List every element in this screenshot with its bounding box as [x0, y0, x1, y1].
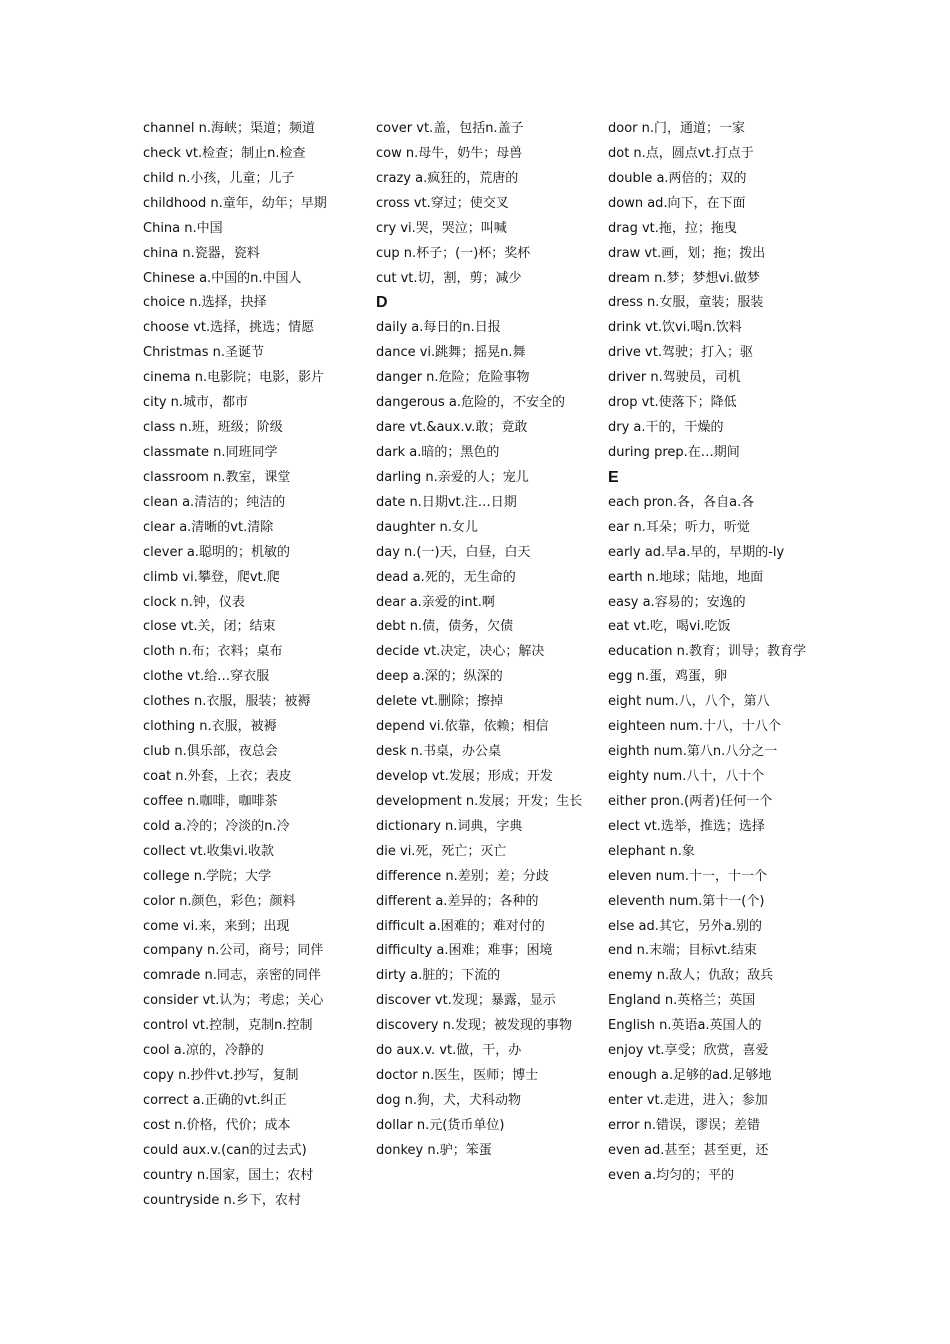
vocab-entry: dog n.狗，犬，犬科动物 [376, 1092, 521, 1108]
vocab-entry: drag vt.拖，拉；拖曳 [608, 220, 737, 236]
vocab-entry: dress n.女服，童装；服装 [608, 295, 764, 311]
vocab-entry: dance vi.跳舞；摇晃n.舞 [376, 345, 526, 361]
vocab-entry: depend vi.依靠，依赖；相信 [376, 719, 549, 735]
vocab-entry: classroom n.教室，课堂 [143, 469, 291, 485]
vocab-entry: choose vt.选择，挑选；情愿 [143, 320, 315, 336]
vocab-entry: elect vt.选举，推选；选择 [608, 818, 765, 834]
vocab-entry: company n.公司，商号；同伴 [143, 943, 324, 959]
vocab-entry: ear n.耳朵；听力，听觉 [608, 519, 750, 535]
vocab-entry: enjoy vt.享受；欣赏，喜爱 [608, 1043, 769, 1059]
vocab-entry: coat n.外套，上衣；表皮 [143, 768, 292, 784]
vocab-entry: donkey n.驴；笨蛋 [376, 1142, 492, 1158]
vocab-entry: cow n.母牛，奶牛；母兽 [376, 145, 523, 161]
vocab-entry: down ad.向下，在下面 [608, 195, 746, 211]
vocab-entry: copy n.抄件vt.抄写，复制 [143, 1068, 299, 1084]
vocab-entry: dry a.干的，干燥的 [608, 420, 724, 436]
vocab-entry: coffee n.咖啡，咖啡茶 [143, 793, 278, 809]
vocab-entry: day n.(一)天，白昼，白天 [376, 544, 531, 560]
vocab-entry: cinema n.电影院；电影，影片 [143, 370, 325, 386]
vocab-entry: elephant n.象 [608, 843, 695, 859]
vocab-entry: cold a.冷的；冷淡的n.冷 [143, 818, 290, 834]
vocab-entry: comrade n.同志，亲密的同伴 [143, 968, 321, 984]
vocab-entry: even ad.甚至；甚至更，还 [608, 1142, 769, 1158]
vocab-entry: dream n.梦；梦想vi.做梦 [608, 270, 760, 286]
vocab-entry: drink vt.饮vi.喝n.饮料 [608, 320, 742, 336]
vocab-entry: driver n.驾驶员，司机 [608, 370, 741, 386]
vocab-entry: enemy n.敌人；仇敌；敌兵 [608, 968, 774, 984]
vocab-entry: clever a.聪明的；机敏的 [143, 544, 291, 560]
vocab-entry: early ad.早a.早的，早期的-ly [608, 544, 785, 560]
vocab-entry: choice n.选择，抉择 [143, 295, 267, 311]
vocab-entry: doctor n.医生，医师；博士 [376, 1068, 539, 1084]
vocab-entry: eat vt.吃，喝vi.吃饭 [608, 619, 731, 635]
vocab-entry: dictionary n.词典，字典 [376, 818, 523, 834]
vocab-entry: cup n.杯子；(一)杯；奖杯 [376, 245, 531, 261]
vocab-entry: English n.英语a.英国人的 [608, 1018, 762, 1034]
vocab-entry: climb vi.攀登，爬vt.爬 [143, 569, 280, 585]
vocab-entry: darling n.亲爱的人；宠儿 [376, 469, 529, 485]
vocab-entry: Christmas n.圣诞节 [143, 345, 265, 361]
vocab-entry: consider vt.认为；考虑；关心 [143, 993, 324, 1009]
vocab-entry: daughter n.女儿 [376, 519, 478, 535]
vocab-entry: clean a.清洁的；纯洁的 [143, 494, 286, 510]
section-letter-heading: E [608, 468, 619, 486]
vocab-entry: clothe vt.给…穿衣服 [143, 669, 270, 685]
vocab-entry: dead a.死的，无生命的 [376, 569, 516, 585]
vocab-entry: could aux.v.(can的过去式) [143, 1142, 307, 1158]
vocab-entry: earth n.地球；陆地，地面 [608, 569, 764, 585]
vocab-entry: dangerous a.危险的，不安全的 [376, 395, 565, 411]
vocab-entry: development n.发展；开发；生长 [376, 793, 583, 809]
vocab-entry: cross vt.穿过；使交叉 [376, 195, 509, 211]
vocab-column-1 [143, 117, 365, 1214]
vocab-entry: easy a.容易的；安逸的 [608, 594, 746, 610]
vocab-entry: each pron.各，各自a.各 [608, 494, 755, 510]
vocab-entry: cry vi.哭，哭泣；叫喊 [376, 220, 507, 236]
vocab-entry: different a.差异的；各种的 [376, 893, 539, 909]
vocab-entry: eighteen num.十八，十八个 [608, 719, 781, 735]
vocab-entry: cloth n.布；衣料；桌布 [143, 644, 283, 660]
vocab-entry: classmate n.同班同学 [143, 444, 278, 460]
vocab-entry: china n.瓷器，瓷料 [143, 245, 260, 261]
vocab-entry: country n.国家，国土；农村 [143, 1167, 314, 1183]
vocab-entry: discovery n.发现；被发现的事物 [376, 1018, 572, 1034]
vocab-entry: come vi.来，来到；出现 [143, 918, 290, 934]
vocab-entry: England n.英格兰；英国 [608, 993, 756, 1009]
vocab-entry: drive vt.驾驶；打入；驱 [608, 345, 753, 361]
vocab-entry: countryside n.乡下，农村 [143, 1192, 301, 1208]
vocab-entry: enough a.足够的ad.足够地 [608, 1068, 772, 1084]
section-letter-heading: D [376, 294, 388, 312]
vocab-entry: error n.错误，谬误；差错 [608, 1117, 760, 1133]
vocab-entry: even a.均匀的；平的 [608, 1167, 735, 1183]
vocab-entry: cut vt.切，割，剪；减少 [376, 270, 522, 286]
vocab-entry: class n.班，班级；阶级 [143, 420, 283, 436]
vocab-column-2 [376, 117, 598, 1164]
vocab-entry: decide vt.决定，决心；解决 [376, 644, 545, 660]
vocab-entry: deep a.深的；纵深的 [376, 669, 503, 685]
vocab-entry: childhood n.童年，幼年；早期 [143, 195, 327, 211]
vocab-column-3 [608, 117, 830, 1189]
vocab-entry: close vt.关，闭；结束 [143, 619, 276, 635]
vocab-entry: desk n.书桌，办公桌 [376, 744, 502, 760]
vocab-entry: dirty a.脏的；下流的 [376, 968, 501, 984]
vocab-entry: clothing n.衣服，被褥 [143, 719, 277, 735]
vocab-entry: door n.门，通道；一家 [608, 121, 746, 136]
vocab-entry: control vt.控制，克制n.控制 [143, 1018, 313, 1034]
vocab-entry: correct a.正确的vt.纠正 [143, 1092, 287, 1108]
vocab-entry: cost n.价格，代价；成本 [143, 1117, 291, 1133]
vocab-entry: clothes n.衣服，服装；被褥 [143, 694, 311, 710]
vocab-entry: double a.两倍的；双的 [608, 170, 747, 186]
vocab-entry: clock n.钟，仪表 [143, 594, 245, 610]
vocab-entry: eighty num.八十，八十个 [608, 768, 765, 784]
vocab-entry: dot n.点，圆点vt.打点于 [608, 145, 754, 161]
vocab-entry: dare vt.&aux.v.敢；竟敢 [376, 420, 528, 436]
vocab-entry: difficult a.困难的；难对付的 [376, 918, 545, 934]
vocab-entry: city n.城市，都市 [143, 395, 249, 411]
vocab-entry: during prep.在…期间 [608, 444, 740, 460]
vocab-entry: draw vt.画，划；拖；拨出 [608, 245, 766, 261]
vocab-entry: cover vt.盖，包括n.盖子 [376, 121, 524, 136]
vocab-entry: dear a.亲爱的int.啊 [376, 594, 495, 610]
vocab-entry: collect vt.收集vi.收款 [143, 843, 275, 859]
vocab-entry: crazy a.疯狂的，荒唐的 [376, 170, 519, 186]
vocab-entry: difference n.差别；差；分歧 [376, 868, 549, 884]
vocab-entry: do aux.v. vt.做，干，办 [376, 1043, 522, 1059]
vocab-entry: drop vt.使落下；降低 [608, 395, 737, 411]
vocab-entry: date n.日期vt.注…日期 [376, 494, 517, 510]
vocab-entry: education n.教育；训导；教育学 [608, 644, 807, 660]
vocab-entry: difficulty a.困难；难事；困境 [376, 943, 553, 959]
vocab-entry: delete vt.删除；擦掉 [376, 694, 504, 710]
vocab-entry: channel n.海峡；渠道；频道 [143, 121, 315, 136]
vocab-entry: enter vt.走进，进入；参加 [608, 1092, 768, 1108]
vocab-entry: die vi.死，死亡；灭亡 [376, 843, 507, 859]
vocab-entry: check vt.检查；制止n.检查 [143, 145, 306, 161]
vocab-entry: Chinese a.中国的n.中国人 [143, 270, 302, 286]
vocab-entry: color n.颜色，彩色；颜料 [143, 893, 296, 909]
vocab-entry: eleventh num.第十一(个) [608, 893, 765, 909]
vocab-entry: China n.中国 [143, 220, 223, 236]
vocab-entry: club n.俱乐部，夜总会 [143, 744, 278, 760]
vocab-entry: daily a.每日的n.日报 [376, 320, 501, 336]
vocab-entry: child n.小孩，儿童；儿子 [143, 170, 295, 186]
vocab-entry: eight num.八，八个，第八 [608, 694, 770, 710]
vocab-entry: college n.学院；大学 [143, 868, 272, 884]
vocab-entry: danger n.危险；危险事物 [376, 370, 530, 386]
vocab-entry: else ad.其它，另外a.别的 [608, 918, 762, 934]
vocab-entry: cool a.凉的，冷静的 [143, 1043, 264, 1059]
vocab-entry: debt n.债，债务，欠债 [376, 619, 514, 635]
vocab-entry: either pron.(两者)任何一个 [608, 793, 773, 809]
vocab-entry: egg n.蛋，鸡蛋，卵 [608, 669, 728, 685]
vocab-entry: end n.末端；目标vt.结束 [608, 943, 757, 959]
vocab-entry: develop vt.发展；形成；开发 [376, 768, 553, 784]
vocab-entry: dark a.暗的；黑色的 [376, 444, 500, 460]
vocab-entry: clear a.清晰的vt.清除 [143, 519, 274, 535]
vocab-entry: discover vt.发现；暴露，显示 [376, 993, 556, 1009]
vocab-entry: eleven num.十一，十一个 [608, 868, 767, 884]
vocab-entry: eighth num.第八n.八分之一 [608, 744, 778, 760]
vocab-entry: dollar n.元(货币单位) [376, 1117, 505, 1133]
